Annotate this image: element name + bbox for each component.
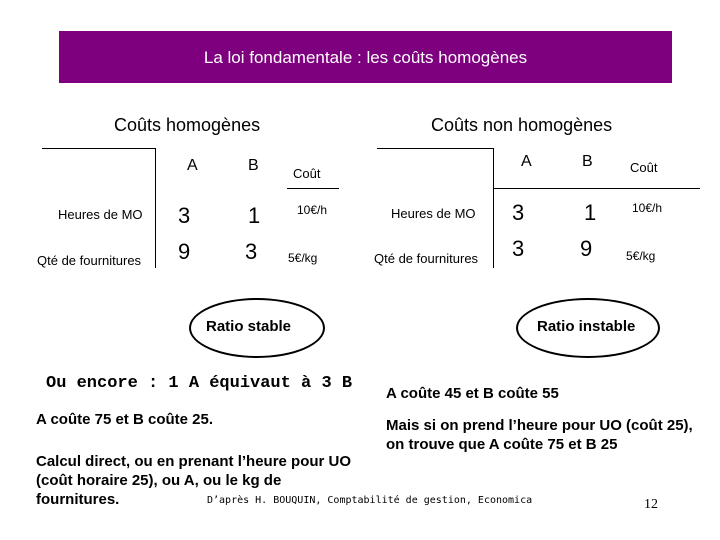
left-value-a-hours: 3 xyxy=(178,203,191,228)
right-cost-hours: 10€/h xyxy=(632,201,663,215)
left-row-label-supplies: Qté de fournitures xyxy=(37,253,142,268)
left-row-label-hours: Heures de MO xyxy=(58,207,143,222)
left-col-header-a: A xyxy=(187,157,198,174)
right-row-label-supplies: Qté de fournitures xyxy=(374,251,479,266)
calculation-text: Calcul direct, ou en prenant l’heure pour UO (coût horaire 25), ou A, ou le kg de fournitures. xyxy=(36,453,352,508)
right-col-header-cost: Coût xyxy=(630,160,658,175)
right-col-header-a: A xyxy=(521,153,532,170)
right-value-a-supplies: 3 xyxy=(512,236,525,261)
equivalence-text: Ou encore : 1 A équivaut à 3 B xyxy=(46,374,353,393)
left-cost-supplies: 5€/kg xyxy=(288,251,318,265)
right-table-header-rule xyxy=(493,188,700,189)
title-bar xyxy=(59,31,672,83)
left-table-divider-vertical xyxy=(155,148,156,268)
left-table-top-border xyxy=(42,148,155,149)
right-table-top-border xyxy=(377,148,493,149)
left-costs-text: A coûte 75 et B coûte 25. xyxy=(36,411,213,428)
left-col-header-cost: Coût xyxy=(293,166,321,181)
left-value-b-hours: 1 xyxy=(248,203,261,228)
right-section-heading: Coûts non homogènes xyxy=(431,115,613,135)
right-value-b-supplies: 9 xyxy=(580,236,593,261)
left-col-header-b: B xyxy=(248,157,259,174)
right-value-a-hours: 3 xyxy=(512,200,525,225)
right-row-label-hours: Heures de MO xyxy=(391,206,476,221)
left-value-b-supplies: 3 xyxy=(245,239,258,264)
page-number: 12 xyxy=(644,497,658,512)
left-value-a-supplies: 9 xyxy=(178,239,191,264)
left-section-heading: Coûts homogènes xyxy=(114,115,261,135)
right-table-divider-vertical xyxy=(493,148,494,268)
ratio-stable-label: Ratio stable xyxy=(206,318,292,335)
right-value-b-hours: 1 xyxy=(584,200,597,225)
right-cost-supplies: 5€/kg xyxy=(626,249,656,263)
right-col-header-b: B xyxy=(582,153,593,170)
uo-explanation-text: Mais si on prend l’heure pour UO (coût 25), on trouve que A coûte 75 et B 25 xyxy=(386,417,693,453)
ratio-unstable-label: Ratio instable xyxy=(537,318,636,335)
left-cost-hours: 10€/h xyxy=(297,203,328,217)
right-costs-text: A coûte 45 et B coûte 55 xyxy=(386,385,559,402)
left-table-cost-rule xyxy=(287,188,339,189)
slide-title: La loi fondamentale : les coûts homogènes xyxy=(203,48,528,67)
source-credit: D’après H. BOUQUIN, Comptabilité de gestion, Economica xyxy=(207,495,533,506)
